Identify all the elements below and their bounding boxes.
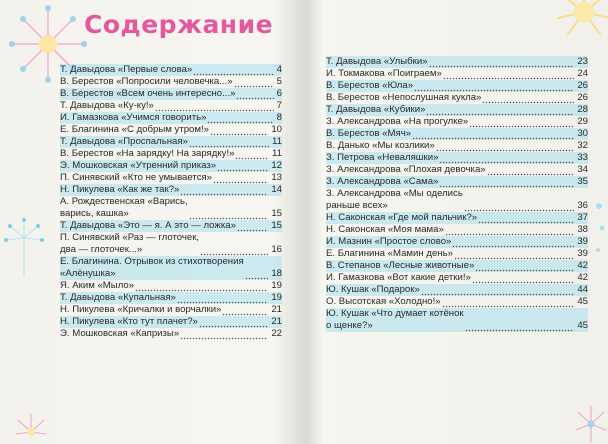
dot-leader	[472, 272, 574, 284]
toc-entry-title	[326, 164, 486, 176]
toc-entry	[326, 188, 588, 212]
toc-entry-title	[326, 56, 428, 68]
dot-leader	[210, 124, 268, 136]
toc-entry	[326, 176, 588, 188]
dandelion-decoration-icon	[574, 404, 608, 444]
toc-entry	[326, 260, 588, 272]
toc-page-number: 35	[577, 176, 588, 187]
toc-page-number: 11	[272, 136, 282, 147]
toc-entry-title-line: Е. Благинина. Отрывок из стихотворения	[60, 256, 244, 267]
toc-entry	[60, 148, 282, 160]
dot-leader	[465, 320, 575, 332]
dot-leader	[443, 68, 575, 80]
toc-entry	[60, 232, 282, 256]
toc-page-number: 33	[577, 152, 588, 163]
toc-entry-title	[60, 328, 179, 340]
toc-page-number: 37	[577, 212, 588, 223]
toc-entry-title-line: Т. Давыдова «Это — я. А это — ложка»	[60, 220, 236, 231]
toc-page-number: 15	[271, 208, 282, 219]
toc-entry-title-line: Э. Мошковская «Утренний приказ»	[60, 160, 217, 171]
toc-entry-title	[60, 112, 206, 124]
toc-page-number: 19	[271, 280, 282, 291]
toc-entry-title-line: Я. Аким «Мыло»	[60, 280, 135, 291]
toc-page-number: 16	[271, 244, 282, 255]
toc-page-number: 22	[271, 328, 282, 339]
toc-page-number: 10	[271, 124, 282, 135]
toc-entry	[326, 248, 588, 260]
toc-entry-title	[326, 92, 481, 104]
toc-page-number: 39	[577, 236, 588, 247]
toc-entry-title-line: Е. Благинина «С добрым утром!»	[60, 124, 209, 135]
toc-entry-title	[60, 88, 235, 100]
dot-leader	[454, 248, 574, 260]
toc-entry-title	[326, 212, 477, 224]
toc-entry-title-line: В. Берестов «Юла»	[326, 80, 414, 91]
toc-entry-title-line: Т. Давыдова «Ку-ку!»	[60, 100, 154, 111]
toc-entry-title	[60, 256, 244, 280]
toc-entry-title-line: Е. Благинина «Мамин день»	[326, 248, 453, 259]
toc-page-number: 21	[271, 304, 282, 315]
toc-entry	[326, 140, 588, 152]
toc-entry-title-line: варись, кашка»	[60, 208, 129, 219]
toc-entry-title-line: Э. Мошковская «Капризы»	[60, 328, 180, 339]
toc-entry-title	[326, 284, 420, 296]
dot-leader	[445, 224, 575, 236]
toc-entry-title-line: В. Берестов «На зарядку! На зарядку!»	[60, 148, 235, 159]
toc-page-number: 19	[271, 292, 282, 303]
toc-entry-title	[326, 140, 435, 152]
dot-leader	[452, 236, 574, 248]
dot-leader	[464, 200, 574, 212]
toc-entry	[60, 64, 282, 76]
toc-list-right	[326, 56, 588, 332]
toc-entry	[326, 92, 588, 104]
toc-entry-title-line: Т. Давыдова «Проспальная»	[60, 136, 188, 147]
toc-entry-title-line: Ю. Кушак «Что думает котёнок	[326, 308, 464, 319]
dot-leader	[469, 116, 574, 128]
toc-page-number: 23	[577, 56, 588, 67]
toc-entry	[326, 152, 588, 164]
toc-page-number: 5	[276, 76, 282, 87]
toc-entry	[60, 256, 282, 280]
dot-leader	[222, 304, 268, 316]
toc-entry-title-line: В. Берестов «Мяч»	[326, 128, 412, 139]
dot-leader	[442, 296, 575, 308]
toc-entry-title-line: И. Гамазкова «Вот какие детки!»	[326, 272, 471, 283]
toc-page-number: 34	[577, 164, 588, 175]
toc-entry	[60, 220, 282, 232]
dot-leader	[193, 64, 273, 76]
toc-entry-title	[60, 136, 188, 148]
toc-entry-title-line: раньше всех»	[326, 200, 388, 211]
toc-entry-title	[60, 280, 134, 292]
toc-entry	[60, 316, 282, 328]
toc-page-number: 36	[577, 200, 588, 211]
toc-entry-title-line: Н. Саконская «Где мой пальчик?»	[326, 212, 478, 223]
toc-entry-title-line: Т. Давыдова «Купальная»	[60, 292, 176, 303]
dot-leader	[245, 268, 269, 280]
toc-page-number: 6	[276, 88, 282, 99]
toc-entry	[60, 292, 282, 304]
toc-entry-title-line: Т. Давыдова «Кубики»	[326, 104, 426, 115]
toc-entry	[60, 304, 282, 316]
toc-entry	[60, 328, 282, 340]
toc-entry-title	[60, 100, 154, 112]
dot-leader	[207, 112, 273, 124]
toc-entry-title-line: В. Берестов «Непослушная кукла»	[326, 92, 482, 103]
dot-leader	[189, 136, 269, 148]
toc-entry	[326, 104, 588, 116]
toc-entry-title	[326, 128, 411, 140]
toc-entry-title	[60, 232, 199, 256]
sun-decoration-icon	[544, 0, 608, 50]
toc-entry-title	[326, 116, 468, 128]
toc-entry	[60, 136, 282, 148]
toc-entry-title	[326, 152, 438, 164]
toc-entry	[326, 128, 588, 140]
flower-decoration-icon	[14, 412, 48, 444]
toc-entry-title-line: Н. Пикулева «Как же так?»	[60, 184, 180, 195]
toc-entry	[60, 280, 282, 292]
toc-entry-title-line: В. Степанов «Лесные животные»	[326, 260, 475, 271]
toc-entry	[326, 116, 588, 128]
toc-entry-title	[60, 64, 192, 76]
toc-page-number: 26	[577, 80, 588, 91]
toc-entry-title-line: Т. Давыдова «Улыбки»	[326, 56, 428, 67]
dot-decoration-icon	[590, 200, 608, 260]
dot-leader	[412, 128, 574, 140]
dot-leader	[478, 212, 574, 224]
toc-entry	[60, 196, 282, 220]
toc-entry-title-line: З. Александрова «На прогулке»	[326, 116, 469, 127]
toc-page-number: 15	[271, 220, 282, 231]
toc-entry	[326, 272, 588, 284]
dot-leader	[217, 160, 268, 172]
page-title: Содержание	[84, 10, 274, 39]
toc-entry-title	[326, 80, 413, 92]
toc-entry	[60, 172, 282, 184]
toc-entry-title-line: З. Александрова «Мы оделись	[326, 188, 463, 199]
toc-entry-title	[60, 196, 188, 220]
toc-entry-title-line: Н. Саконская «Моя мама»	[326, 224, 444, 235]
toc-page-number: 44	[577, 284, 588, 295]
toc-entry-title	[326, 188, 463, 212]
toc-page-number: 7	[276, 100, 282, 111]
toc-entry	[326, 68, 588, 80]
toc-page-number: 28	[577, 104, 588, 115]
toc-entry-title-line: Ю. Кушак «Подарок»	[326, 284, 420, 295]
toc-entry-title	[60, 172, 212, 184]
toc-entry-title	[326, 176, 438, 188]
toc-entry	[60, 160, 282, 172]
toc-entry-title-line: два — глоточек...»	[60, 244, 143, 255]
dot-leader	[135, 280, 268, 292]
toc-page-number: 38	[577, 224, 588, 235]
toc-page-number: 11	[272, 148, 282, 159]
toc-entry	[60, 112, 282, 124]
toc-page-number: 30	[577, 128, 588, 139]
toc-page-number: 21	[271, 316, 282, 327]
toc-entry	[326, 284, 588, 296]
dot-leader	[200, 244, 268, 256]
dot-leader	[189, 208, 269, 220]
toc-entry-title	[326, 236, 451, 248]
toc-entry-title-line: П. Синявский «Кто не умывается»	[60, 172, 213, 183]
toc-entry	[60, 88, 282, 100]
toc-entry-title-line: А. Рождественская «Варись,	[60, 196, 188, 207]
toc-page-number: 18	[271, 268, 282, 279]
toc-entry-title-line: В. Данько «Мы козлики»	[326, 140, 435, 151]
toc-entry-title	[326, 68, 442, 80]
dot-leader	[426, 104, 574, 116]
toc-page-number: 12	[271, 160, 282, 171]
dot-leader	[475, 260, 574, 272]
toc-page-number: 14	[271, 184, 282, 195]
dot-leader	[237, 220, 268, 232]
dot-leader	[421, 284, 575, 296]
dot-leader	[199, 316, 268, 328]
toc-entry-title-line: И. Токмакова «Поиграем»	[326, 68, 442, 79]
toc-entry	[60, 100, 282, 112]
dot-leader	[234, 76, 274, 88]
dot-leader	[177, 292, 268, 304]
dot-leader	[180, 328, 268, 340]
toc-entry-title	[60, 220, 236, 232]
right-page	[304, 0, 608, 444]
toc-entry-title	[326, 296, 441, 308]
dot-leader	[213, 172, 268, 184]
toc-entry	[60, 76, 282, 88]
dot-leader	[482, 92, 574, 104]
toc-entry-title-line: П. Синявский «Раз — глоточек,	[60, 232, 200, 243]
toc-page-number: 26	[577, 92, 588, 103]
toc-page-number: 42	[577, 260, 588, 271]
toc-entry	[326, 236, 588, 248]
toc-entry-title	[60, 76, 233, 88]
toc-entry-title-line: З. Александрова «Сама»	[326, 176, 439, 187]
dot-leader	[439, 176, 574, 188]
toc-entry-title-line: З. Александрова «Плохая девочка»	[326, 164, 486, 175]
dot-leader	[487, 164, 575, 176]
toc-entry	[326, 296, 588, 308]
toc-entry-title	[60, 316, 198, 328]
toc-entry-title-line: В. Берестов «Всем очень интересно...»	[60, 88, 236, 99]
toc-entry-title-line: о щенке?»	[326, 320, 373, 331]
dot-leader	[436, 140, 575, 152]
toc-entry-title	[326, 260, 474, 272]
toc-entry-title-line: Т. Давыдова «Первые слова»	[60, 64, 193, 75]
toc-entry-title-line: З. Петрова «Неваляшки»	[326, 152, 439, 163]
toc-page-number: 29	[577, 116, 588, 127]
toc-entry-title-line: О. Высотская «Холодно!»	[326, 296, 441, 307]
toc-entry-title	[60, 160, 216, 172]
toc-entry-title-line: В. Берестов «Попросили человечка...»	[60, 76, 233, 87]
toc-page-number: 13	[271, 172, 282, 183]
toc-entry-title	[326, 308, 464, 332]
toc-entry	[326, 212, 588, 224]
toc-entry	[60, 124, 282, 136]
dot-leader	[180, 184, 268, 196]
toc-entry-title	[326, 248, 453, 260]
dot-leader	[439, 152, 574, 164]
toc-list-left	[60, 64, 282, 340]
toc-entry-title-line: И. Гамазкова «Учимся говорить»	[60, 112, 207, 123]
toc-entry-title	[326, 272, 471, 284]
toc-entry-title	[60, 184, 179, 196]
toc-page-number: 45	[577, 320, 588, 331]
dot-leader	[236, 88, 273, 100]
dot-leader	[155, 100, 274, 112]
toc-page-number: 32	[577, 140, 588, 151]
toc-entry	[326, 80, 588, 92]
toc-entry-title	[60, 148, 234, 160]
toc-page-number: 4	[276, 64, 282, 75]
toc-entry	[60, 184, 282, 196]
toc-page-number: 42	[577, 272, 588, 283]
toc-entry-title	[326, 224, 444, 236]
dot-leader	[429, 56, 575, 68]
toc-entry-title-line: Н. Пикулева «Кричалки и ворчалки»	[60, 304, 222, 315]
toc-entry-title-line: Н. Пикулева «Кто тут плачет?»	[60, 316, 198, 327]
toc-entry	[326, 308, 588, 332]
toc-entry-title	[60, 292, 176, 304]
toc-page-number: 24	[577, 68, 588, 79]
toc-entry	[326, 56, 588, 68]
toc-entry-title	[60, 124, 209, 136]
toc-entry-title	[326, 104, 425, 116]
dot-leader	[235, 148, 269, 160]
toc-entry	[326, 164, 588, 176]
toc-entry-title-line: «Алёнушка»	[60, 268, 116, 279]
toc-entry-title-line: И. Мазнин «Простое слово»	[326, 236, 452, 247]
toc-entry	[326, 224, 588, 236]
toc-page-number: 8	[276, 112, 282, 123]
toc-entry-title	[60, 304, 221, 316]
dot-leader	[414, 80, 574, 92]
dandelion-decoration-icon	[4, 218, 44, 278]
toc-page-number: 39	[577, 248, 588, 259]
toc-page-number: 45	[577, 296, 588, 307]
